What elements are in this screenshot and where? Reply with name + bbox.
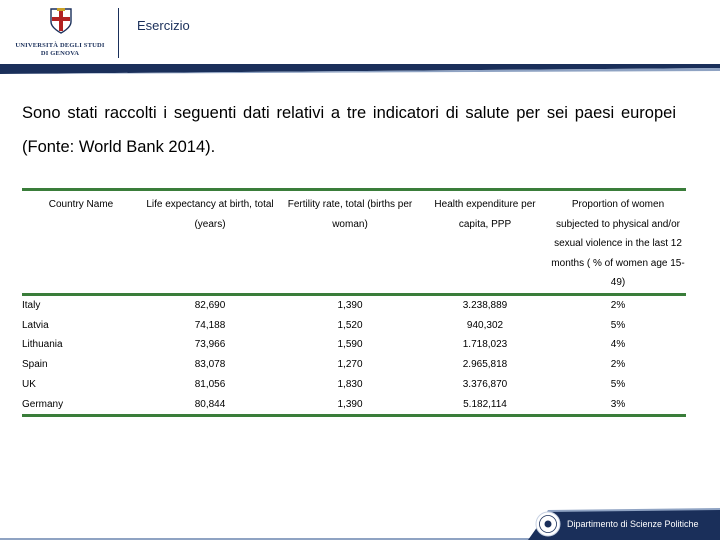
life-expectancy-cell: 81,056 (194, 379, 226, 391)
fertility-rate-cell: 1,520 (337, 319, 363, 331)
page-title: Esercizio (137, 18, 190, 33)
violence-proportion-cell: 4% (610, 339, 626, 351)
department-seal-icon (535, 511, 561, 537)
fertility-rate-cell: 1,390 (280, 294, 420, 315)
university-name-line2: DI GENOVA (40, 50, 80, 57)
health-expenditure-cell: 5.182,114 (420, 394, 550, 415)
violence-proportion-cell: 2% (550, 294, 686, 315)
university-logo[interactable] (10, 6, 110, 62)
header-band (0, 64, 720, 74)
table-row (22, 375, 686, 395)
fertility-rate-cell: 1,390 (280, 394, 420, 415)
violence-proportion-cell: 2% (610, 359, 626, 371)
country-cell: UK (22, 379, 36, 391)
health-expenditure-cell: 2.965,818 (462, 359, 508, 371)
health-expenditure-cell: 3.376,870 (462, 379, 508, 391)
health-expenditure-cell: 1.718,023 (462, 339, 508, 351)
violence-proportion-cell: 5% (610, 379, 626, 391)
health-indicators-table (22, 188, 686, 417)
column-header: Life expectancy at birth, total (years) (146, 199, 274, 230)
fertility-rate-cell: 1,590 (337, 339, 363, 351)
country-cell: Germany (22, 394, 140, 415)
header (0, 0, 720, 68)
life-expectancy-cell: 83,078 (194, 359, 226, 371)
country-cell: Spain (22, 359, 48, 371)
country-cell: Latvia (22, 319, 49, 331)
table-row (22, 315, 686, 335)
country-cell: Italy (22, 294, 140, 315)
health-expenditure-cell: 3.238,889 (420, 294, 550, 315)
table-row (22, 294, 686, 315)
table-row (22, 335, 686, 355)
health-expenditure-cell: 940,302 (466, 319, 504, 331)
university-name-line1: UNIVERSITÀ DEGLI STUDI (15, 42, 105, 49)
column-header: Country Name (48, 199, 114, 210)
department-name: Dipartimento di Scienze Politiche (567, 519, 699, 529)
crest-icon (50, 8, 72, 34)
table-header-row (22, 190, 686, 295)
fertility-rate-cell: 1,270 (337, 359, 363, 371)
intro-paragraph: Sono stati raccolti i seguenti dati relativi a tre indicatori di salute per sei paesi europei (Fonte: World Bank 2014). (22, 104, 676, 156)
column-header: Health expenditure per capita, PPP (434, 199, 536, 230)
violence-proportion-cell: 5% (610, 319, 626, 331)
header-divider (118, 8, 119, 58)
life-expectancy-cell: 80,844 (140, 394, 280, 415)
country-cell: Lithuania (22, 339, 63, 351)
column-header: Proportion of women subjected to physical and/or sexual violence in the last 12 months ( % of women age 15-49) (551, 199, 685, 288)
table-row (22, 394, 686, 415)
life-expectancy-cell: 82,690 (140, 294, 280, 315)
life-expectancy-cell: 73,966 (194, 339, 226, 351)
column-header: Fertility rate, total (births per woman) (287, 199, 413, 230)
life-expectancy-cell: 74,188 (194, 319, 226, 331)
table-row (22, 355, 686, 375)
violence-proportion-cell: 3% (550, 394, 686, 415)
fertility-rate-cell: 1,830 (337, 379, 363, 391)
